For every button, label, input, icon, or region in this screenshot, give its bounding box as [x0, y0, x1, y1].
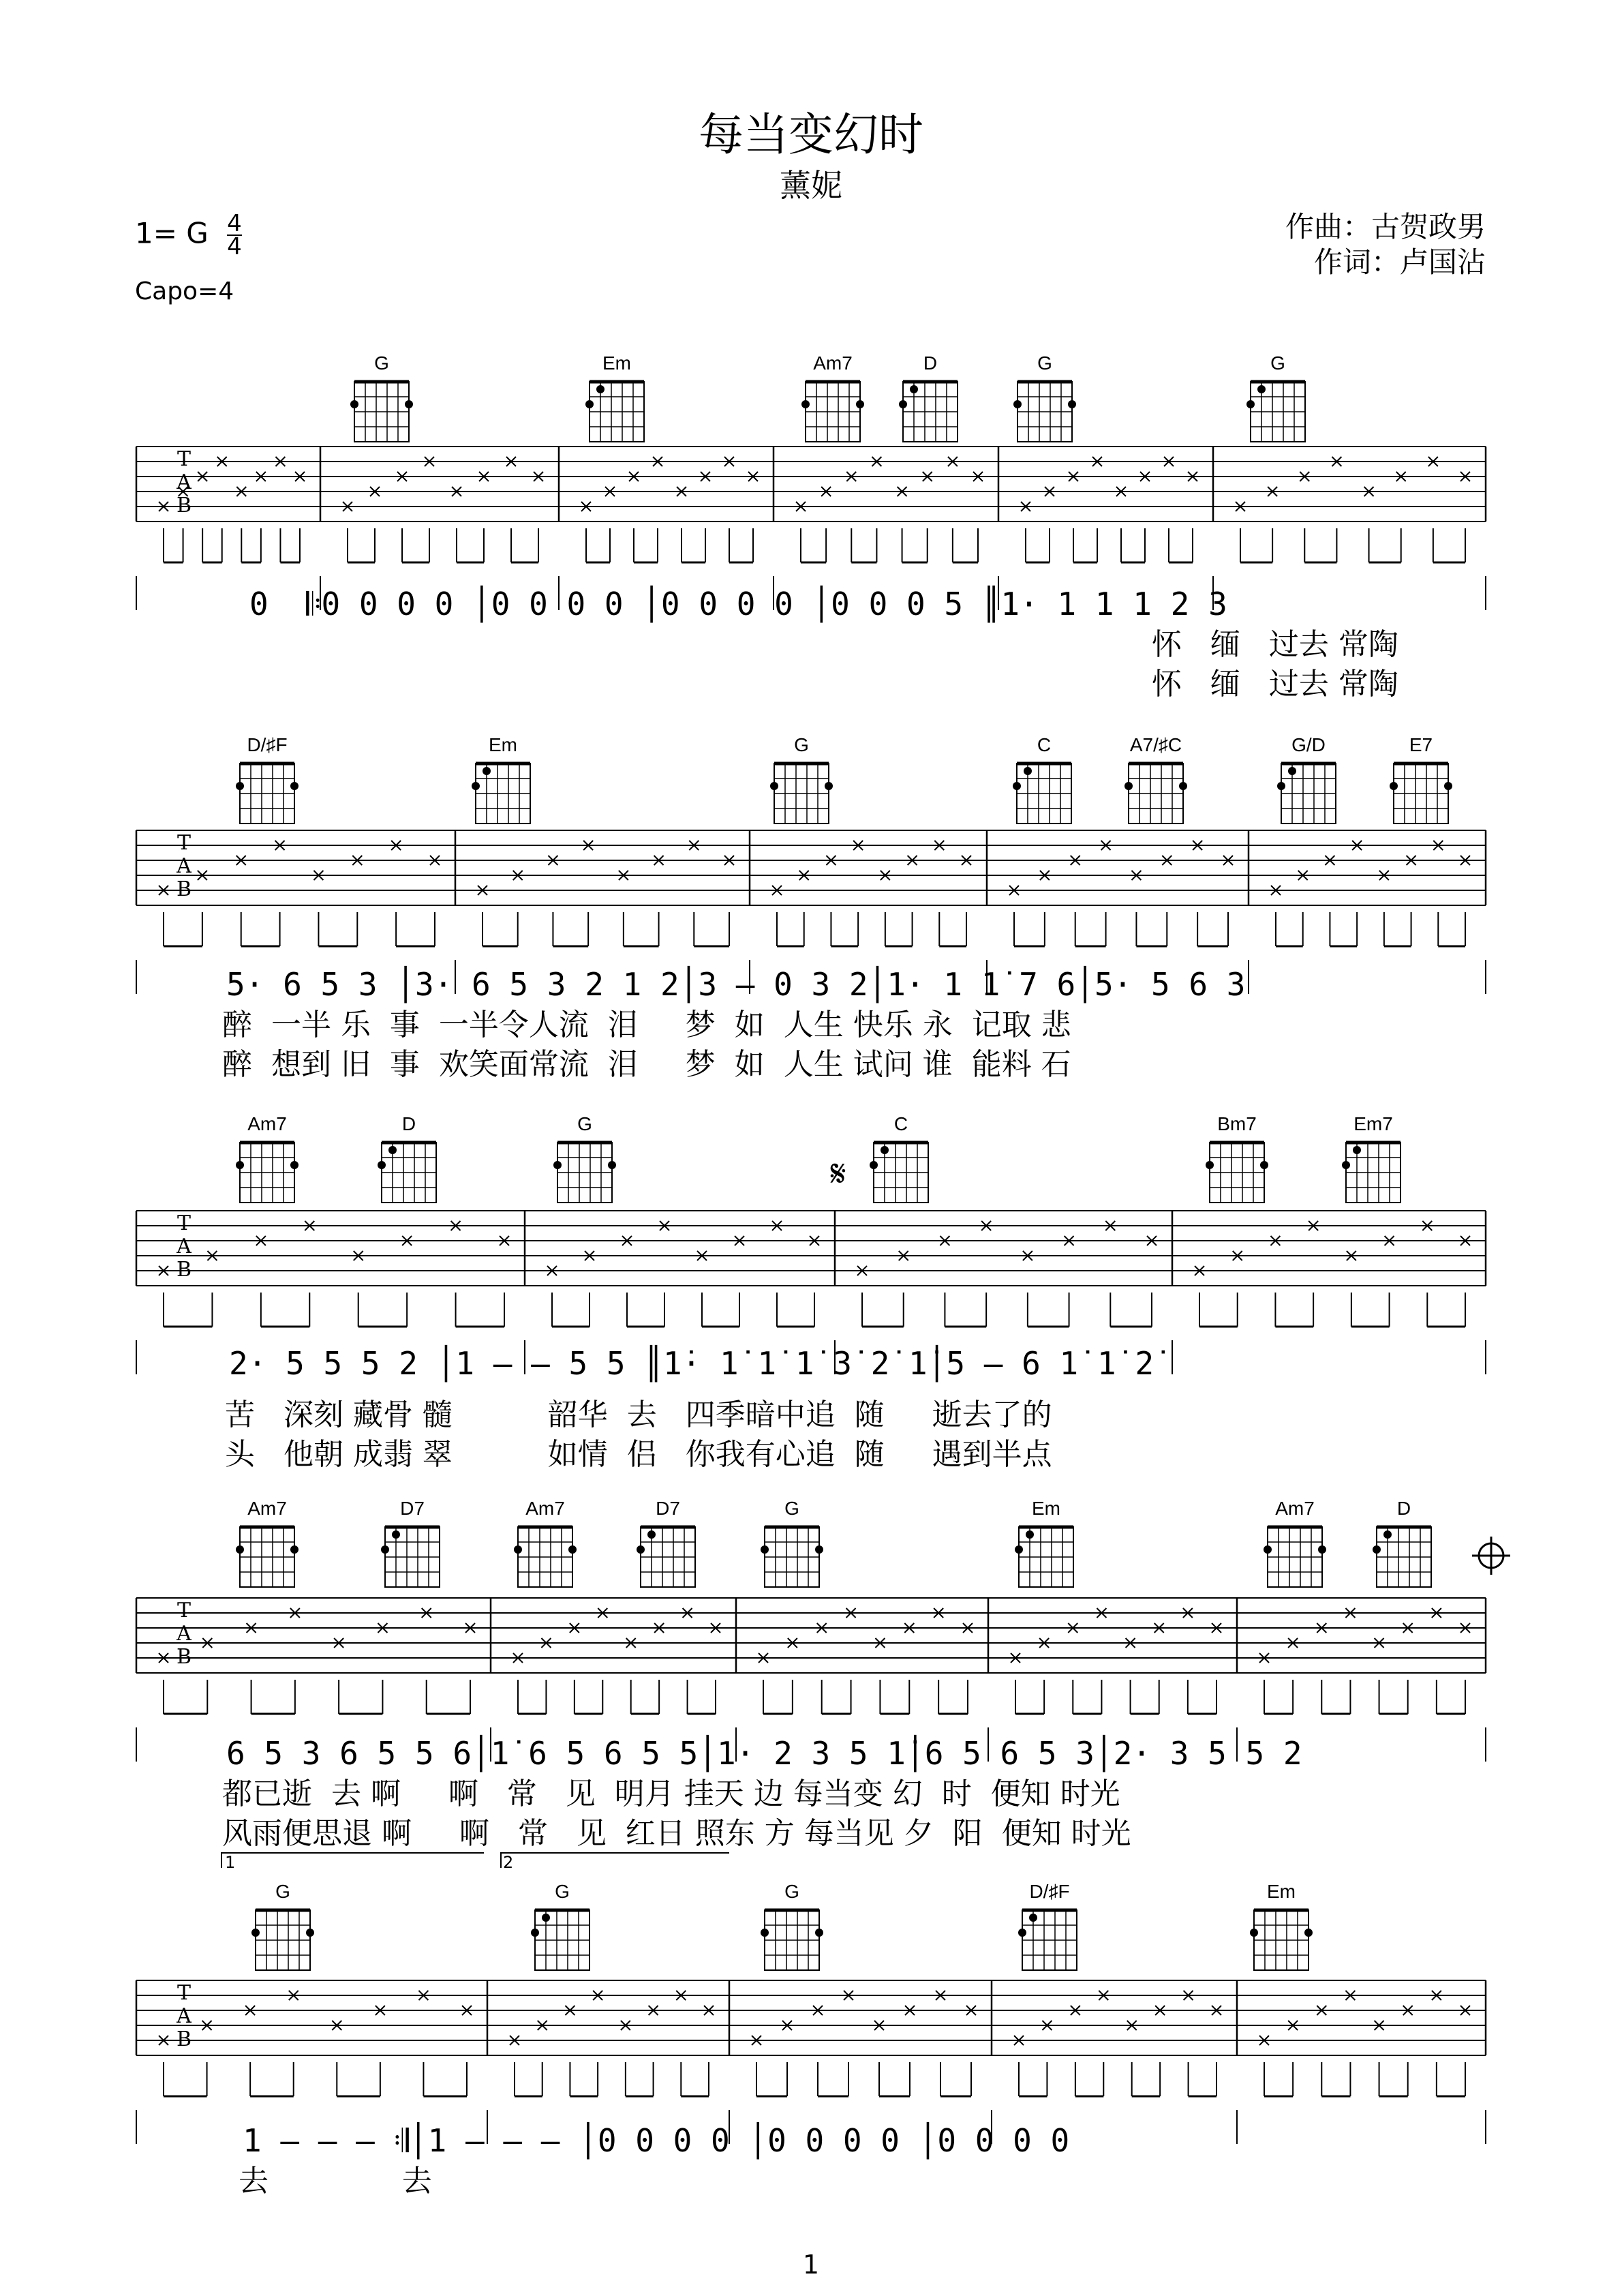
row3-lyric2: 头 他朝 成翡 翠 如情 侣 你我有心追 随 遇到半点	[225, 1437, 1052, 1472]
chord-name: C	[893, 1113, 908, 1134]
song-artist: 薰妮	[780, 167, 842, 204]
chord-dot	[531, 1929, 539, 1937]
tab-letter: A	[177, 470, 192, 494]
chord-dot	[1179, 782, 1187, 790]
row5-lyric1: 去 去	[239, 2164, 432, 2199]
chord-dot	[585, 400, 594, 408]
chord-dot	[1013, 400, 1022, 408]
chord-dot	[881, 1146, 889, 1154]
chord-dot	[1304, 1929, 1313, 1937]
chord-dot	[761, 1545, 769, 1554]
tab-letter: T	[177, 447, 192, 471]
tab-letter: A	[177, 2004, 192, 2028]
chord-name: D/♯F	[1029, 1881, 1070, 1902]
lyricist-credit: 作词：卢国沾	[1313, 245, 1486, 279]
chord-name: Bm7	[1217, 1113, 1257, 1134]
tab-letter: B	[176, 877, 192, 901]
chord-name: G	[784, 1881, 799, 1902]
chord-name: G	[1037, 352, 1052, 374]
chord-dot	[856, 400, 864, 408]
chord-dot	[596, 385, 605, 393]
chord-dot	[870, 1161, 878, 1169]
time-bottom: 4	[227, 233, 242, 260]
tab-letter: B	[176, 1258, 192, 1282]
chord-name: G/D	[1291, 734, 1326, 755]
chord-dot	[236, 1161, 244, 1169]
chord-dot	[1018, 1929, 1026, 1937]
row1-lyric2: 怀 缅 过去 常陶	[1152, 667, 1398, 701]
tab-letter: T	[177, 831, 192, 855]
row3-lyric1: 苦 深刻 藏骨 髓 韶华 去 四季暗中追 随 逝去了的	[225, 1398, 1052, 1432]
chord-dot	[1260, 1161, 1268, 1169]
tab-letter: A	[177, 854, 192, 878]
chord-dot	[1024, 767, 1032, 775]
chord-name: Em	[1267, 1881, 1296, 1902]
chord-name: G	[555, 1881, 570, 1902]
row1-numbers: 0 𝄆0 0 0 0 │0 0 0 0 │0 0 0 0 │0 0 0 5 ║1· 1 1 1 2 3	[249, 586, 1227, 622]
row1-lyric1: 怀 缅 过去 常陶	[1152, 627, 1398, 662]
key-label: 1= G	[135, 216, 209, 250]
chord-dot	[1068, 400, 1076, 408]
chord-dot	[388, 1146, 397, 1154]
chord-dot	[381, 1545, 389, 1554]
chord-dot	[1124, 782, 1133, 790]
chord-dot	[290, 1161, 299, 1169]
row5-numbers: 1 – – – 𝄇│1 – – – │0 0 0 0 │0 0 0 0 │0 0 0 0	[243, 2122, 1070, 2159]
chord-dot	[1373, 1545, 1381, 1554]
chord-dot	[236, 782, 244, 790]
chord-dot	[392, 1530, 400, 1539]
composer-credit: 作曲：古贺政男	[1285, 210, 1486, 243]
time-top: 4	[227, 210, 242, 237]
chord-dot	[290, 1545, 299, 1554]
chord-dot	[1250, 1929, 1258, 1937]
chord-dot	[1029, 1914, 1037, 1922]
chord-dot	[1353, 1146, 1361, 1154]
chord-dot	[1013, 782, 1021, 790]
chord-name: Em7	[1353, 1113, 1393, 1134]
volta-bracket-2	[501, 1853, 729, 1868]
chord-name: D7	[656, 1498, 680, 1519]
chord-name: A7/♯C	[1129, 734, 1182, 755]
chord-dot	[761, 1929, 769, 1937]
tab-letter: T	[177, 1211, 192, 1235]
chord-dot	[801, 400, 810, 408]
segno-icon: 𝄋	[830, 1152, 846, 1195]
chord-name: D7	[400, 1498, 425, 1519]
chord-dot	[1206, 1161, 1214, 1169]
chord-name: G	[784, 1498, 799, 1519]
chord-dot	[568, 1545, 577, 1554]
chord-name: G	[794, 734, 809, 755]
chord-dot	[608, 1161, 616, 1169]
chord-dot	[899, 400, 907, 408]
chord-dot	[1318, 1545, 1326, 1554]
chord-dot	[825, 782, 833, 790]
chord-name: G	[577, 1113, 592, 1134]
chord-dot	[637, 1545, 645, 1554]
row2-numbers: 5· 6 5 3 │3· 6 5 3 2 1 2│3 – 0 3 2│1· 1 1̇ 7 6│5· 5 6 3	[226, 966, 1246, 1003]
chord-dot	[910, 385, 918, 393]
chord-dot	[553, 1161, 562, 1169]
volta-2: 2	[503, 1853, 514, 1872]
chord-dot	[1390, 782, 1398, 790]
chord-dot	[1246, 400, 1255, 408]
chord-name: G	[374, 352, 389, 374]
chord-dot	[815, 1929, 823, 1937]
chord-name: C	[1037, 734, 1052, 755]
chord-dot	[405, 400, 413, 408]
capo-label: Capo=4	[135, 277, 234, 305]
chord-name: D	[923, 352, 938, 374]
chord-name: Am7	[525, 1498, 565, 1519]
tab-letter: B	[176, 1645, 192, 1669]
chord-dot	[1026, 1530, 1034, 1539]
chord-dot	[1288, 767, 1296, 775]
chord-dot	[770, 782, 778, 790]
volta-bracket-1	[221, 1853, 484, 1868]
chord-name: D	[401, 1113, 416, 1134]
chord-name: G	[275, 1881, 290, 1902]
chord-dot	[1277, 782, 1285, 790]
song-title: 每当变幻时	[699, 108, 923, 161]
chord-name: Em	[489, 734, 517, 755]
row2-lyric1: 醉 一半 乐 事 一半令人流 泪 梦 如 人生 快乐 永 记取 悲	[222, 1008, 1071, 1042]
row4-numbers: 6 5 3 6 5 5 6│1̇ 6 5 6 5 5│1· 2 3 5 1̇│6 5 6 5 3│2· 3 5 5 2	[226, 1735, 1302, 1772]
chord-name: E7	[1409, 734, 1433, 755]
chord-name: D/♯F	[247, 734, 288, 755]
chord-dot	[290, 782, 299, 790]
tab-letter: B	[176, 494, 192, 517]
chord-name: Am7	[247, 1498, 287, 1519]
tab-letter: A	[177, 1235, 192, 1258]
chord-dot	[1264, 1545, 1272, 1554]
row3-numbers: 2· 5 5 5 2 │1 – – 5 5 ║1̇· 1̇ 1̇ 1̇ 3̇ 2̇ 1̇│5 – 6 1̇ 1̇ 2̇	[229, 1345, 1154, 1382]
chord-name: G	[1270, 352, 1285, 374]
chord-dot	[483, 767, 491, 775]
chord-dot	[542, 1914, 550, 1922]
chord-dot	[472, 782, 480, 790]
chord-name: Am7	[247, 1113, 287, 1134]
page-number: 1	[802, 2250, 820, 2280]
chord-name: D	[1396, 1498, 1411, 1519]
chord-dot	[815, 1545, 823, 1554]
chord-name: Am7	[813, 352, 853, 374]
row2-lyric2: 醉 想到 旧 事 欢笑面常流 泪 梦 如 人生 试问 谁 能料 石	[222, 1047, 1071, 1082]
chord-dot	[514, 1545, 522, 1554]
chord-dot	[647, 1530, 656, 1539]
chord-dot	[1444, 782, 1452, 790]
chord-dot	[1383, 1530, 1392, 1539]
chord-dot	[350, 400, 358, 408]
tab-letter: T	[177, 1599, 192, 1622]
chord-dot	[236, 1545, 244, 1554]
chord-name: Em	[1032, 1498, 1060, 1519]
row4-lyric2: 风雨便思退 啊 啊 常 见 红日 照东 方 每当见 夕 阳 便知 时光	[222, 1816, 1131, 1851]
chord-dot	[1257, 385, 1266, 393]
chord-dot	[306, 1929, 314, 1937]
chord-name: Em	[602, 352, 631, 374]
chord-name: Am7	[1275, 1498, 1315, 1519]
chord-dot	[378, 1161, 386, 1169]
tab-letter: A	[177, 1622, 192, 1646]
chord-dot	[1342, 1161, 1350, 1169]
row4-lyric1: 都已逝 去 啊 啊 常 见 明月 挂天 边 每当变 幻 时 便知 时光	[222, 1777, 1120, 1811]
chord-dot	[1015, 1545, 1023, 1554]
chord-dot	[251, 1929, 260, 1937]
tab-letter: T	[177, 1981, 192, 2005]
tab-letter: B	[176, 2027, 192, 2051]
volta-1: 1	[225, 1853, 236, 1872]
